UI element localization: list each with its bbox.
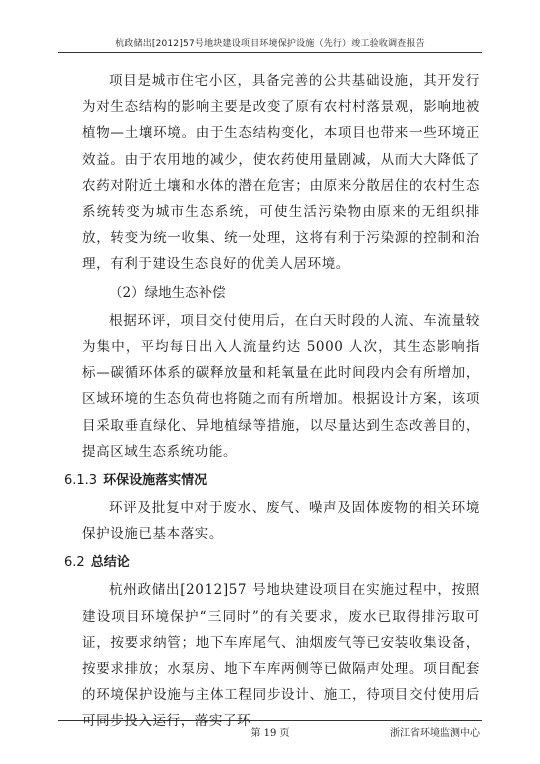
page-body	[64, 68, 480, 735]
section-number: 6.2	[64, 555, 85, 571]
section-number: 6.1.3	[64, 473, 98, 489]
paragraph-ecology-structure: 项目是城市住宅小区，具备完善的公共基础设施，其开发行为对生态结构的影响主要是改变了原有农村村落景观，影响地被植物—土壤环境。由于生态结构变化，本项目也带来一些环境正效益。由于农用地的减少，使农药使用量剧减，从而大大降低了农药对附近土壤和水体的潜在危害；由原来分散居住的农村生态系统转变为城市生态系统，可使生活污染物由原来的无组织排放，转变为统一收集、统一处理，这将有利于污染源的控制和治理，有利于建设生态良好的优美人居环境。	[82, 73, 480, 273]
page-number: 第 19 页	[250, 728, 290, 739]
paragraph-facilities: 环评及批复中对于废水、废气、噪声及固体废物的相关环境保护设施已基本落实。	[82, 500, 480, 543]
running-header: 杭政储出[2012]57号地块建设项目环境保护设施（先行）竣工验收调查报告	[115, 39, 425, 49]
section-title: 总结论	[90, 555, 130, 571]
section-heading-6-1-3	[64, 469, 480, 493]
section-heading-6-2	[64, 551, 480, 575]
header-rule	[58, 52, 482, 53]
footer-rule	[58, 720, 482, 721]
paragraph-green-compensation: 根据环评，项目交付使用后，在白天时段的人流、车流量较为集中，平均每日出入人流量约达 5000 人次，其生态影响指标—碳循环体系的碳释放量和耗氧量在此时间段内会有所增加，区域环境的生态负荷也将随之而有所增加。根据设计方案，该项目采取垂直绿化、异地植绿等措施，以尽量达到生态改善目的，提高区域生态系统功能。	[82, 312, 480, 460]
organization-name: 浙江省环境监测中心	[390, 728, 480, 739]
subheading-green-compensation: （2）绿地生态补偿	[109, 284, 226, 301]
section-title: 环保设施落实情况	[103, 473, 208, 489]
paragraph-conclusion: 杭州政储出[2012]57 号地块建设项目在实施过程中，按照建设项目环境保护“三同时”的有关要求，废水已取得排污取可证，按要求纳管；地下车库尾气、油烟废气等已安装收集设备，按要求排放；水泵房、地下车库两侧等已做隔声处理。项目配套的环境保护设施与主体工程同步设计、施工，待项目交付使用后可同步投入运行，落实了环	[82, 582, 480, 730]
